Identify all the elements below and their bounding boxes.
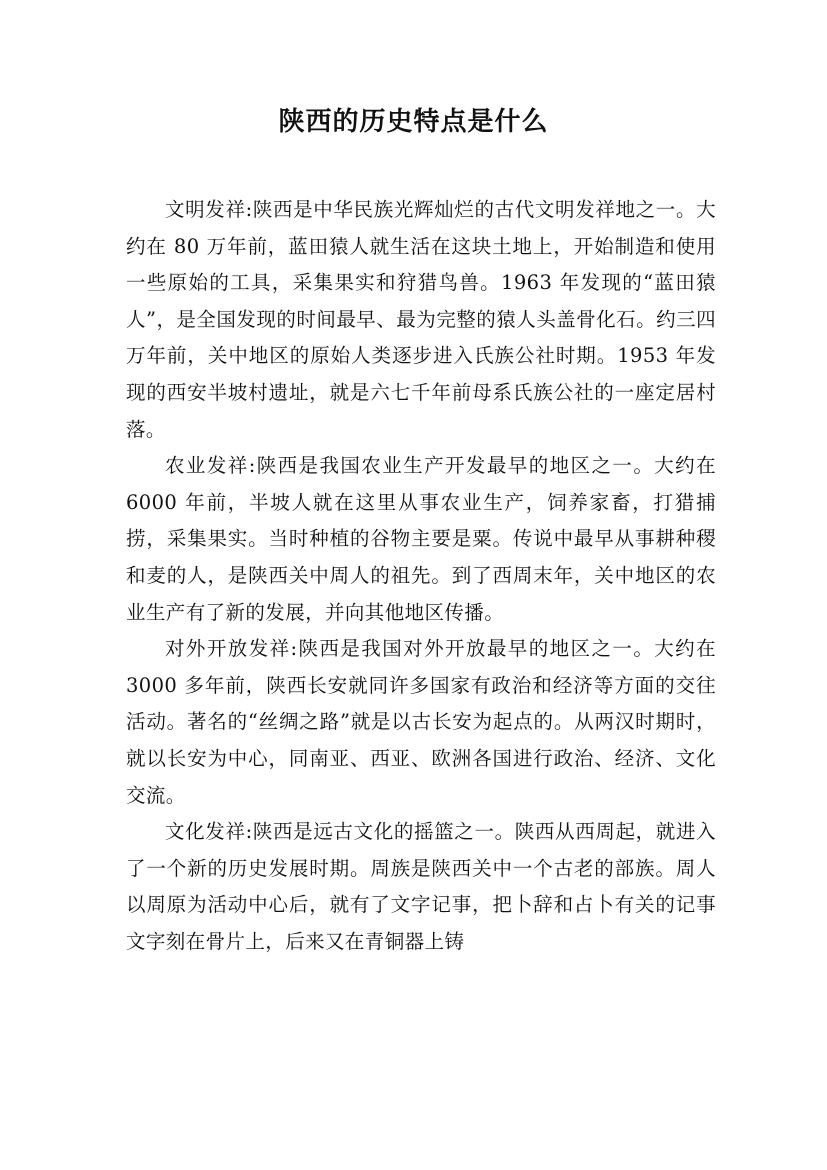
document-title: 陕西的历史特点是什么 (278, 107, 549, 137)
paragraph-opening-up: 对外开放发祥:陕西是我国对外开放最早的地区之一。大约在 3000 多年前，陕西长安就同许多国家有政治和经济等方面的交往活动。著名的“丝绸之路”就是以古长安为起点的。从两汉时期时，就以长安为中心，同南亚、西亚、欧洲各国进行政治、经济、文化交流。 (126, 637, 716, 807)
document-body (126, 192, 716, 960)
paragraph-civilization: 文明发祥:陕西是中华民族光辉灿烂的古代文明发祥地之一。大约在 80 万年前，蓝田猿人就生活在这块土地上，开始制造和使用一些原始的工具，采集果实和狩猎鸟兽。1963 年发现的“蓝田猿人”，是全国发现的时间最早、最为完整的猿人头盖骨化石。约三四万年前，关中地区的原始人类逐步进入氏族公社时期。1953 年发现的西安半坡村遗址，就是六七千年前母系氏族公社的一座定居村落。 (126, 198, 716, 441)
paragraph-culture: 文化发祥:陕西是远古文化的摇篮之一。陕西从西周起，就进入了一个新的历史发展时期。周族是陕西关中一个古老的部族。周人以周原为活动中心后，就有了文字记事，把卜辞和占卜有关的记事文字刻在骨片上，后来又在青铜器上铸 (126, 820, 716, 953)
paragraph-agriculture: 农业发祥:陕西是我国农业生产开发最早的地区之一。大约在 6000 年前，半坡人就在这里从事农业生产，饲养家畜，打猎捕捞，采集果实。当时种植的谷物主要是粟。传说中最早从事耕种稷和麦的人，是陕西关中周人的祖先。到了西周末年，关中地区的农业生产有了新的发展，并向其他地区传播。 (126, 454, 716, 624)
